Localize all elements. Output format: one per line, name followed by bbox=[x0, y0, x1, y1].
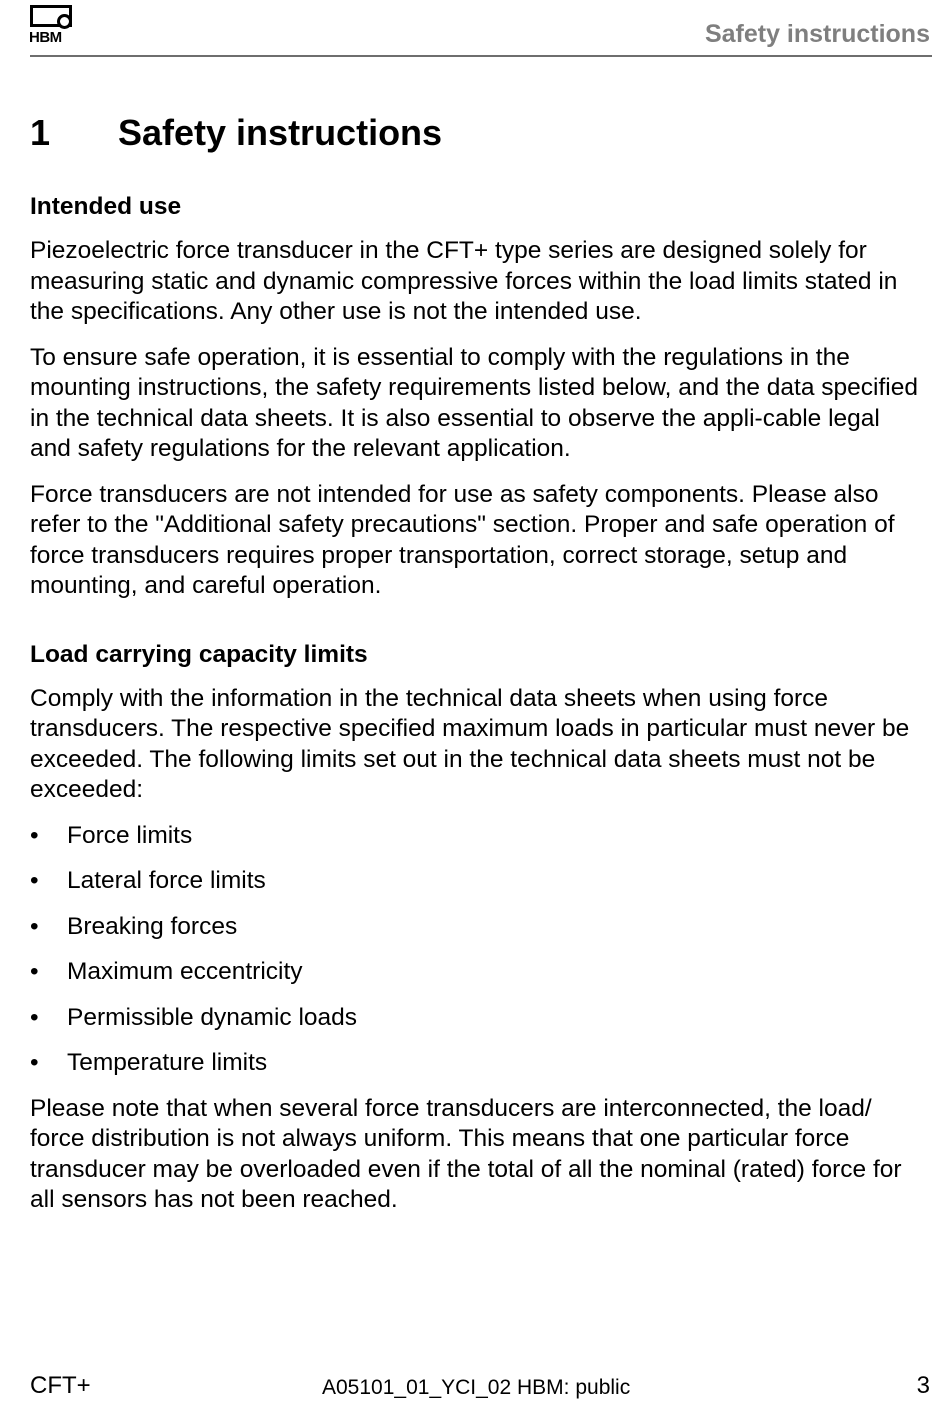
bullet-icon: • bbox=[30, 1003, 39, 1031]
page-number: 3 bbox=[916, 1372, 930, 1399]
bullet-icon: • bbox=[30, 1049, 39, 1076]
list-item: • Breaking forces bbox=[30, 912, 925, 943]
paragraph: Force transducers are not intended for use as safety components. Please also refer to the "Additional safety precautions" section. Proper and safe operation of force transducers requires proper transportation, correct storage, setup and mounting, and careful operation. bbox=[30, 480, 895, 599]
paragraph: To ensure safe operation, it is essential to comply with the regulations in the mounting instructions, the safety requirements listed below, and the data specified in the technical data sheets. It is also essential to observe the appli-cable legal and safety regulations for the relevant application. bbox=[30, 343, 918, 462]
footer-doc-id: A05101_01_YCI_02 HBM: public bbox=[322, 1376, 631, 1399]
chapter-title: Safety instructions bbox=[118, 112, 443, 153]
chapter-number: 1 bbox=[30, 112, 51, 153]
list-item: • Force limits bbox=[30, 821, 925, 852]
header-divider bbox=[30, 55, 932, 57]
logo-text: HBM bbox=[29, 29, 62, 46]
bullet-icon: • bbox=[30, 821, 39, 849]
paragraph: Comply with the information in the technical data sheets when using force transducers. The respective specified maximum loads in particular must never be exceeded. The following limits set out in the technical data sheets must not be exceeded: bbox=[30, 684, 910, 803]
page-body bbox=[30, 192, 925, 1231]
list-item: • Temperature limits bbox=[30, 1048, 925, 1079]
list-item: • Maximum eccentricity bbox=[30, 957, 925, 988]
list-item: • Lateral force limits bbox=[30, 866, 925, 897]
section-heading-load-limits: Load carrying capacity limits bbox=[30, 640, 368, 668]
chapter-heading bbox=[30, 112, 442, 154]
paragraph: Piezoelectric force transducer in the CFT+ type series are designed solely for measuring static and dynamic compressive forces within the load limits stated in the specifications. Any other use is not the intended use. bbox=[30, 237, 898, 325]
bullet-icon: • bbox=[30, 958, 39, 985]
hbm-logo bbox=[29, 5, 75, 45]
page-footer bbox=[30, 1372, 930, 1402]
footer-product: CFT+ bbox=[30, 1372, 91, 1399]
paragraph: Please note that when several force transducers are interconnected, the load/ force distribution is not always uniform. This means that one particular force transducer may be overloaded even if the total of all the nominal (rated) force for all sensors has not been reached. bbox=[30, 1094, 902, 1213]
logo-circle-icon bbox=[57, 14, 72, 29]
running-header-title: Safety instructions bbox=[704, 20, 930, 48]
bullet-icon: • bbox=[30, 912, 39, 940]
section-heading-intended-use: Intended use bbox=[30, 193, 182, 220]
bullet-icon: • bbox=[30, 867, 39, 894]
limits-list bbox=[30, 821, 925, 1079]
list-item: • Permissible dynamic loads bbox=[30, 1003, 925, 1034]
